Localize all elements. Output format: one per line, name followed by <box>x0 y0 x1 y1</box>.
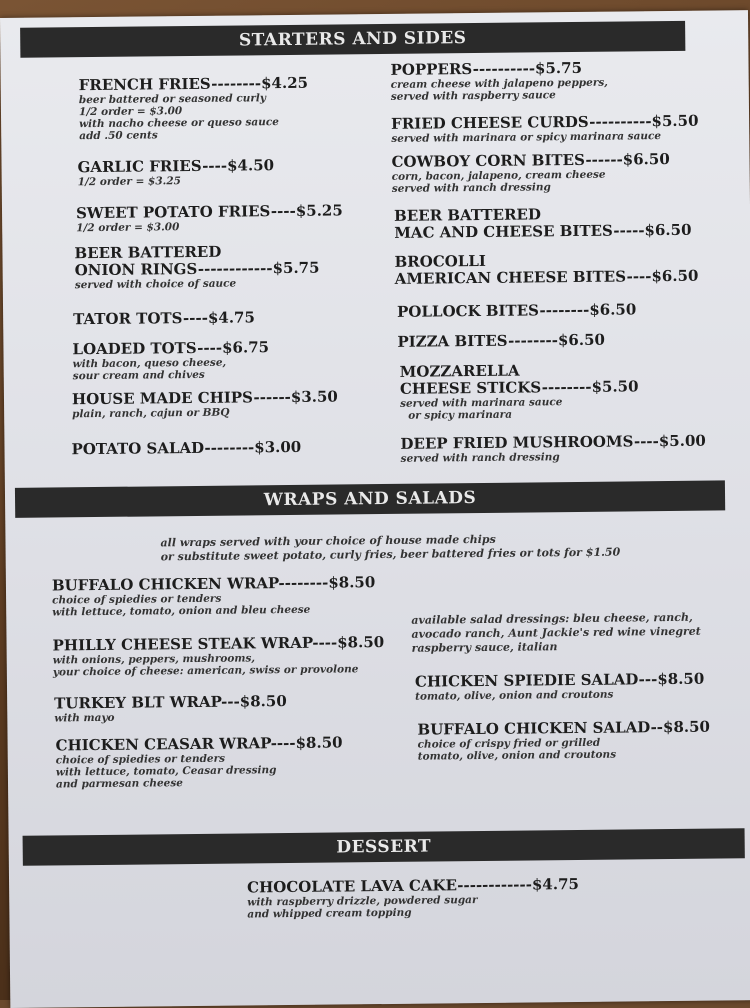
item-desc: 1/2 order = $3.00 <box>76 221 180 235</box>
salad-dressings-note: avocado ranch, Aunt Jackie's red wine vinegret <box>411 624 701 641</box>
item-desc: served with marinara or spicy marinara sauce <box>391 130 662 145</box>
item-desc: with lettuce, tomato, Ceasar dressing <box>55 764 277 779</box>
menu-page <box>0 10 750 1008</box>
salad-dressings-note: available salad dressings: bleu cheese, ranch, <box>411 610 693 627</box>
item-desc: with raspberry drizzle, powdered sugar <box>247 894 478 909</box>
item-name: HOUSE MADE CHIPS------$3.50 <box>71 387 338 409</box>
menu-item-sweet-potato-fries <box>76 202 343 234</box>
item-name: FRENCH FRIES--------$4.25 <box>78 73 309 95</box>
menu-item-chicken-spiedie-salad <box>415 671 705 703</box>
item-desc: add .50 cents <box>79 129 158 143</box>
item-name-line-2: AMERICAN CHEESE BITES----$6.50 <box>394 266 699 288</box>
salad-dressings-note: raspberry sauce, italian <box>411 640 558 655</box>
item-desc: sour cream and chives <box>72 368 205 383</box>
item-name-line-2: CHEESE STICKS--------$5.50 <box>399 377 639 398</box>
item-name: CHOCOLATE LAVA CAKE------------$4.75 <box>247 874 579 897</box>
section-header-wraps: WRAPS AND SALADS <box>15 480 725 517</box>
item-desc: with nacho cheese or queso sauce <box>79 116 279 131</box>
item-desc: choice of spiedies or tenders <box>55 752 226 767</box>
item-desc: tomato, olive, onion and croutons <box>417 748 617 763</box>
item-name: TATOR TOTS----$4.75 <box>73 308 255 329</box>
item-name: BROCOLLI <box>394 251 486 271</box>
menu-item-house-made-chips <box>72 388 338 420</box>
section-header-dessert: DESSERT <box>23 828 745 866</box>
item-desc: plain, ranch, cajun or BBQ <box>72 406 230 421</box>
item-name: DEEP FRIED MUSHROOMS----$5.00 <box>400 431 706 453</box>
item-desc: or spicy marinara <box>408 408 513 422</box>
menu-item-deep-fried-mushrooms <box>400 433 706 465</box>
menu-item-garlic-fries <box>77 157 274 188</box>
item-desc: choice of spiedies or tenders <box>52 592 222 607</box>
item-desc: tomato, olive, onion and croutons <box>415 688 614 703</box>
item-desc: and whipped cream topping <box>247 906 412 921</box>
item-desc: with lettuce, tomato, onion and bleu cheese <box>52 603 311 619</box>
menu-item-buffalo-chicken-salad <box>417 719 710 763</box>
item-desc: and parmesan cheese <box>55 777 183 791</box>
menu-item-french-fries <box>79 75 309 142</box>
item-name: POPPERS----------$5.75 <box>390 58 583 79</box>
item-desc: your choice of cheese: american, swiss or provolone <box>52 663 359 679</box>
item-name: LOADED TOTS----$6.75 <box>72 338 270 359</box>
item-name: PIZZA BITES--------$6.50 <box>397 330 606 351</box>
menu-item-pizza-bites <box>397 332 605 351</box>
item-name-line-2: ONION RINGS------------$5.75 <box>74 258 320 280</box>
menu-item-chocolate-lava-cake <box>247 876 579 920</box>
menu-item-potato-salad <box>71 439 301 458</box>
item-desc: cream cheese with jalapeno peppers, <box>390 76 608 91</box>
menu-item-tator-tots <box>73 309 255 328</box>
item-name: BUFFALO CHICKEN SALAD--$8.50 <box>417 717 711 739</box>
item-name: FRIED CHEESE CURDS----------$5.50 <box>391 111 699 133</box>
wraps-note: or substitute sweet potato, curly fries, beer battered fries or tots for $1.50 <box>160 545 621 564</box>
item-desc: served with choice of sauce <box>74 277 237 292</box>
wraps-note: all wraps served with your choice of house made chips <box>160 532 496 550</box>
item-name: BEER BATTERED <box>393 205 542 225</box>
item-name: COWBOY CORN BITES------$6.50 <box>391 149 670 171</box>
item-desc: served with raspberry sauce <box>390 89 556 103</box>
menu-item-turkey-blt-wrap <box>54 693 287 724</box>
item-name: CHICKEN CEASAR WRAP----$8.50 <box>55 733 343 755</box>
item-desc: served with ranch dressing <box>391 181 551 195</box>
item-name: BEER BATTERED <box>74 242 222 263</box>
item-name: BUFFALO CHICKEN WRAP--------$8.50 <box>51 573 376 595</box>
menu-item-mac-and-cheese-bites <box>394 205 692 242</box>
item-desc: with bacon, queso cheese, <box>72 356 227 371</box>
menu-item-loaded-tots <box>72 339 269 382</box>
menu-item-pollock-bites <box>397 301 636 321</box>
item-desc: corn, bacon, jalapeno, cream cheese <box>391 168 606 183</box>
item-desc: served with ranch dressing <box>400 451 560 465</box>
section-header-starters: STARTERS AND SIDES <box>20 21 685 58</box>
item-name: CHICKEN SPIEDIE SALAD---$8.50 <box>414 669 705 691</box>
menu-item-brocolli-cheese-bites <box>394 251 698 288</box>
item-name: POLLOCK BITES--------$6.50 <box>397 300 637 321</box>
menu-item-mozzarella-sticks <box>400 361 639 421</box>
item-name-line-2: MAC AND CHEESE BITES-----$6.50 <box>394 220 692 242</box>
item-desc: with mayo <box>54 711 115 725</box>
item-desc: 1/2 order = $3.00 <box>78 105 183 119</box>
menu-item-cowboy-corn-bites <box>391 151 670 195</box>
menu-item-poppers <box>390 60 608 103</box>
item-name: TURKEY BLT WRAP---$8.50 <box>54 692 287 713</box>
item-desc: 1/2 order = $3.25 <box>77 175 181 189</box>
item-name: PHILLY CHEESE STEAK WRAP----$8.50 <box>52 633 385 655</box>
menu-item-philly-cheese-steak-wrap <box>52 634 384 678</box>
item-desc: with onions, peppers, mushrooms, <box>52 652 256 667</box>
menu-item-buffalo-chicken-wrap <box>52 574 376 618</box>
item-name: SWEET POTATO FRIES----$5.25 <box>75 201 343 223</box>
menu-item-chicken-ceasar-wrap <box>56 734 343 790</box>
menu-item-fried-cheese-curds <box>391 113 699 145</box>
item-name: POTATO SALAD--------$3.00 <box>71 437 302 459</box>
menu-item-onion-rings <box>74 243 319 292</box>
item-desc: choice of crispy fried or grilled <box>417 736 601 751</box>
item-name: MOZZARELLA <box>399 361 520 381</box>
item-desc: served with marinara sauce <box>399 396 563 410</box>
item-name: GARLIC FRIES----$4.50 <box>77 156 275 177</box>
item-desc: beer battered or seasoned curly <box>78 92 267 107</box>
